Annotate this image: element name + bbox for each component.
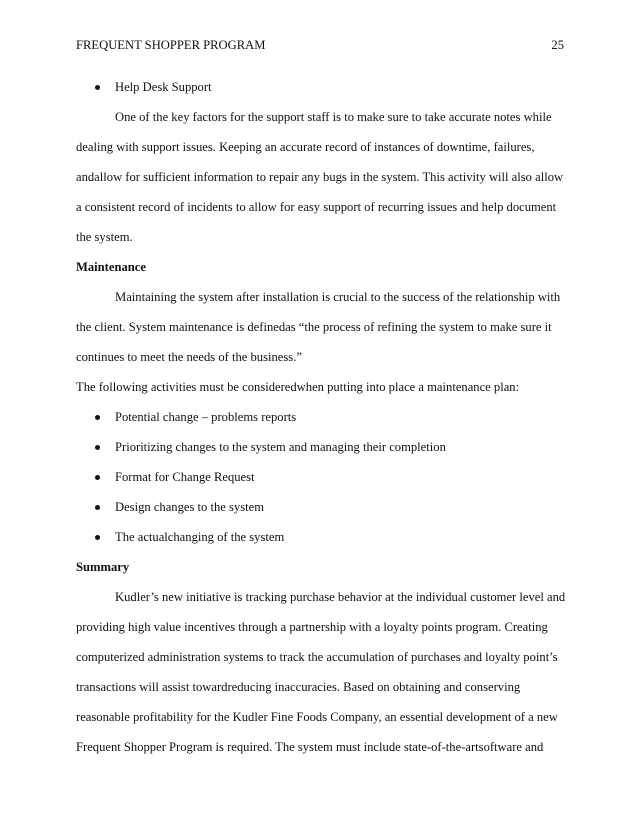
bullet-text: Format for Change Request <box>115 470 255 484</box>
bullet-icon <box>95 445 100 450</box>
paragraph-line: One of the key factors for the support staff is to make sure to take accurate notes while <box>115 110 552 124</box>
paragraph-line: reasonable profitability for the Kudler Fine Foods Company, an essential development of a new <box>76 710 558 724</box>
paragraph-line: dealing with support issues. Keeping an accurate record of instances of downtime, failures, <box>76 140 535 154</box>
running-head <box>76 36 564 54</box>
paragraph-line: andallow for sufficient information to repair any bugs in the system. This activity will also allow <box>76 170 564 184</box>
paragraph-line: a consistent record of incidents to allow for easy support of recurring issues and help document <box>76 200 557 214</box>
bullet-icon <box>95 505 100 510</box>
section-heading-maintenance: Maintenance <box>76 260 146 274</box>
page-number: 25 <box>551 38 564 52</box>
paragraph-line: The following activities must be consideredwhen putting into place a maintenance plan: <box>76 380 520 394</box>
running-title: FREQUENT SHOPPER PROGRAM <box>76 38 266 52</box>
paragraph-line: providing high value incentives through a partnership with a loyalty points program. Creating <box>76 620 548 634</box>
paragraph-line: Kudler’s new initiative is tracking purchase behavior at the individual customer level and <box>115 590 566 604</box>
bullet-text: Potential change – problems reports <box>115 410 297 424</box>
bullet-text: The actualchanging of the system <box>115 530 285 544</box>
paragraph-line: Frequent Shopper Program is required. The system must include state-of-the-artsoftware and <box>76 740 544 754</box>
bullet-item-help-desk <box>76 72 566 102</box>
paragraph-line: transactions will assist towardreducing inaccuracies. Based on obtaining and conserving <box>76 680 521 694</box>
bullet-item <box>76 432 566 462</box>
bullet-item <box>76 492 566 522</box>
paragraph-line: Maintaining the system after installation is crucial to the success of the relationship with <box>115 290 561 304</box>
section-heading-summary: Summary <box>76 560 130 574</box>
bullet-item <box>76 402 566 432</box>
paragraph-line: the system. <box>76 230 133 244</box>
paragraph-line: computerized administration systems to track the accumulation of purchases and loyalty point’s <box>76 650 558 664</box>
paragraph-line: continues to meet the needs of the business.” <box>76 350 302 364</box>
bullet-icon <box>95 535 100 540</box>
bullet-icon <box>95 415 100 420</box>
bullet-text: Prioritizing changes to the system and managing their completion <box>115 440 446 454</box>
paragraph-line: the client. System maintenance is definedas “the process of refining the system to make sure it <box>76 320 552 334</box>
bullet-icon <box>95 85 100 90</box>
bullet-item <box>76 462 566 492</box>
body-text <box>76 72 566 762</box>
bullet-icon <box>95 475 100 480</box>
bullet-text: Design changes to the system <box>115 500 264 514</box>
bullet-item <box>76 522 566 552</box>
bullet-text: Help Desk Support <box>115 80 212 94</box>
